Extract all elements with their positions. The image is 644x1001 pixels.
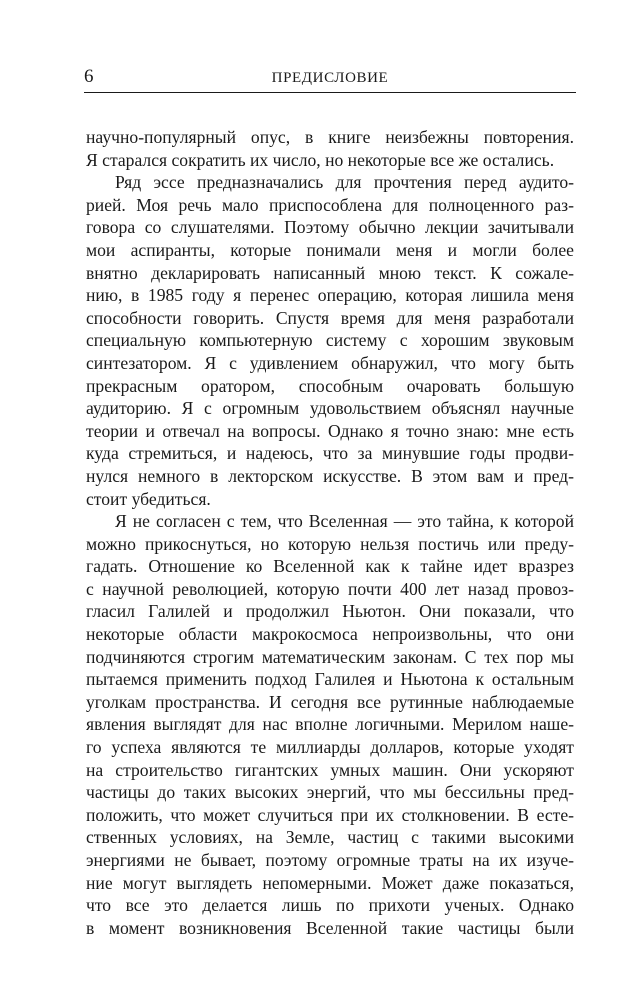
- text-line: некоторые области макрокосмоса непроизвольны, что они: [86, 624, 574, 645]
- body-text: [86, 126, 574, 939]
- text-line: гадать. Отношение ко Вселенной как к тайне идет вразрез: [86, 556, 574, 577]
- text-line: стоит убедиться.: [86, 488, 211, 509]
- text-line: го успеха являются те миллиарды долларов, которые уходят: [86, 737, 574, 758]
- paragraph: [86, 126, 574, 171]
- text-line: явления выглядят для нас вполне логичными. Мерилом наше-: [86, 714, 574, 735]
- text-line: на строительство гигантских умных машин. Они ускоряют: [86, 759, 574, 780]
- text-line: синтезатором. Я с удивлением обнаружил, что могу быть: [86, 352, 574, 373]
- text-line: можно прикоснуться, но которую нельзя постичь или преду-: [86, 533, 574, 554]
- text-line: ние могут выглядеть непомерными. Может даже показаться,: [86, 872, 574, 893]
- text-line: научно-популярный опус, в книге неизбежны повторения.: [86, 127, 574, 147]
- text-line: прекрасным оратором, способным очаровать большую: [86, 375, 574, 396]
- text-line: в момент возникновения Вселенной такие частицы были: [86, 917, 574, 938]
- text-line: говора со слушателями. Поэтому обычно лекции зачитывали: [86, 217, 574, 238]
- text-line: нию, в 1985 году я перенес операцию, которая лишила меня: [86, 285, 574, 306]
- text-line: Ряд эссе предназначались для прочтения перед аудито-: [115, 172, 574, 193]
- text-line: мои аспиранты, которые понимали меня и могли более: [86, 239, 574, 260]
- text-line: ственных условиях, на Земле, частиц с такими высокими: [86, 827, 574, 848]
- text-line: куда стремиться, и надеюсь, что за минувшие годы продви-: [86, 443, 574, 464]
- text-line: способности говорить. Спустя время для меня разработали: [86, 307, 574, 328]
- text-line: Я не согласен с тем, что Вселенная — это тайна, к которой: [115, 511, 574, 532]
- text-line: Я старался сократить их число, но некоторые все же остались.: [86, 149, 555, 170]
- text-line: гласил Галилей и продолжил Ньютон. Они показали, что: [86, 601, 574, 622]
- text-line: пытаемся применить подход Галилея и Ньютона к остальным: [86, 669, 574, 690]
- text-line: уголкам пространства. И сегодня все рутинные наблюдаемые: [86, 691, 574, 712]
- text-line: аудиторию. Я с огромным удовольствием объяснял научные: [86, 398, 574, 419]
- text-line: внятно декларировать написанный мною текст. К сожале-: [86, 262, 574, 283]
- text-line: теории и отвечал на вопросы. Однако я точно знаю: мне есть: [86, 420, 574, 441]
- running-head: [84, 66, 576, 93]
- text-line: что все это делается лишь по прихоти ученых. Однако: [86, 895, 574, 916]
- text-line: специальную компьютерную систему с хорошим звуковым: [86, 330, 574, 351]
- page-number: 6: [84, 66, 94, 87]
- text-line: нулся немного в лекторском искусстве. В этом вам и пред-: [86, 465, 574, 486]
- text-line: положить, что может случиться при их столкновении. В есте-: [86, 804, 574, 825]
- book-page: [86, 66, 574, 939]
- text-line: частицы до таких высоких энергий, что мы бессильны пред-: [86, 782, 574, 803]
- paragraph: [86, 171, 574, 510]
- text-line: с научной революцией, которую почти 400 лет назад провоз-: [86, 578, 574, 599]
- text-line: энергиями не бывает, поэтому огромные траты на их изуче-: [86, 850, 574, 870]
- section-title: ПРЕДИСЛОВИЕ: [271, 70, 389, 86]
- text-line: рией. Моя речь мало приспособлена для полноценного раз-: [86, 194, 574, 215]
- paragraph: [86, 510, 574, 939]
- text-line: подчиняются строгим математическим законам. С тех пор мы: [86, 646, 574, 667]
